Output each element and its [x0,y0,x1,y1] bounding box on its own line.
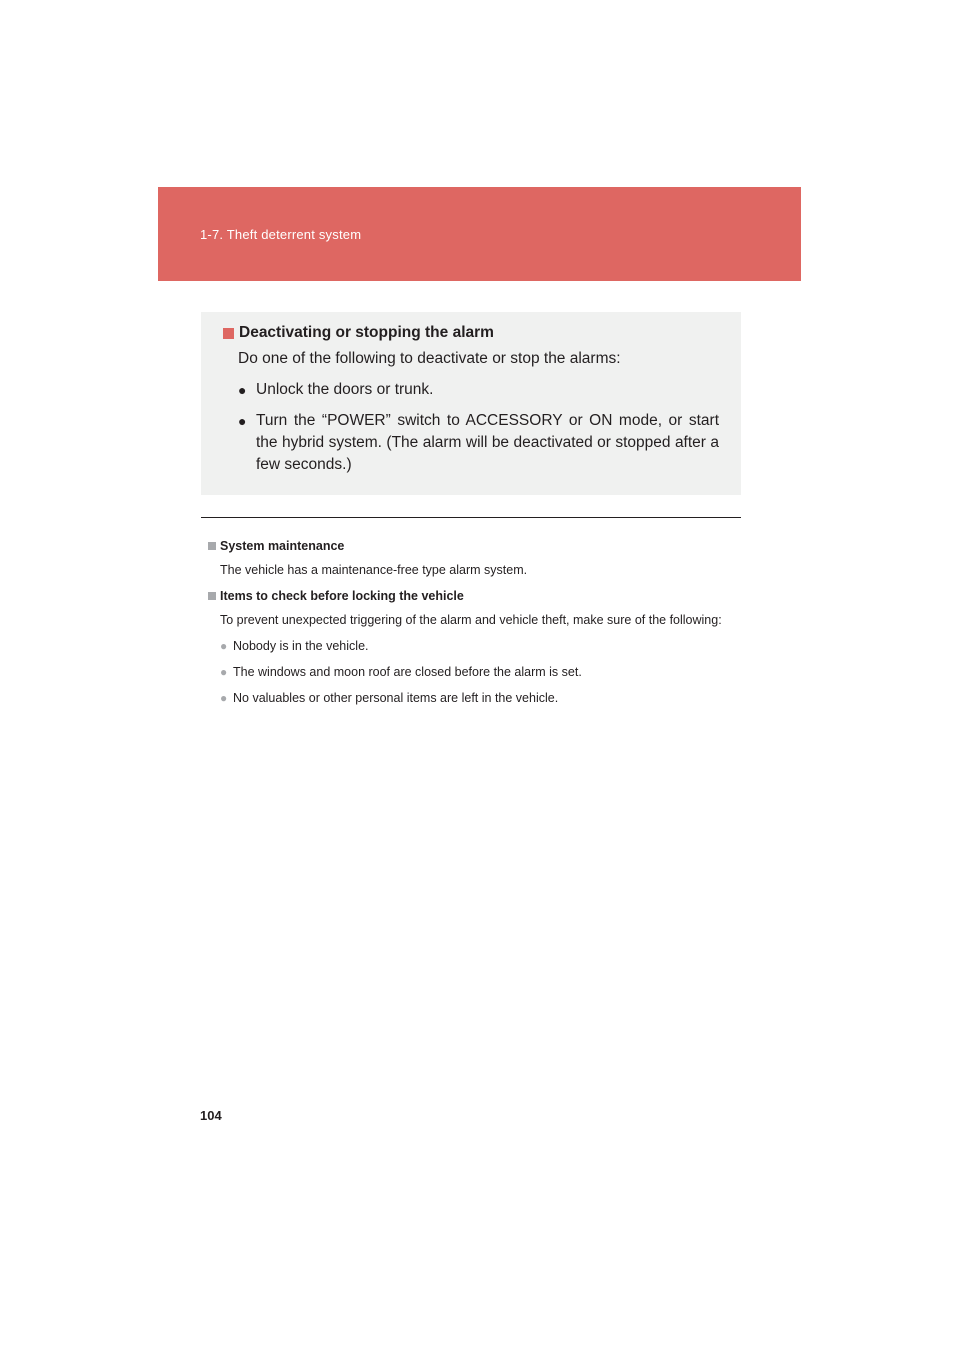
note-heading-check [208,587,738,605]
bullet-dot-icon: ● [220,639,228,653]
note-bullet-item [220,689,738,707]
box-heading [223,322,719,344]
box-intro: Do one of the following to deactivate or stop the alarms: [238,350,621,367]
note-heading-text: System maintenance [220,539,345,553]
square-bullet-icon [223,328,234,339]
note-bullet-item [220,637,738,655]
square-bullet-icon [208,592,216,600]
note-body-maintenance: The vehicle has a maintenance-free type alarm system. [220,563,528,577]
note-heading-maintenance [208,537,738,555]
note-bullet-text: The windows and moon roof are closed before the alarm is set. [233,665,582,679]
note-body-check: To prevent unexpected triggering of the alarm and vehicle theft, make sure of the following: [220,613,722,627]
bullet-dot-icon: ● [220,691,228,705]
bullet-dot-icon: ● [238,382,247,398]
section-header-band [158,187,801,281]
box-bullet-text: Turn the “POWER” switch to ACCESSORY or ON mode, or start the hybrid system. (The alarm will be deactivated or stopped after a few seconds.) [256,412,719,473]
bullet-dot-icon: ● [238,413,247,429]
box-bullet-item [238,379,719,401]
section-divider [201,517,741,518]
bullet-dot-icon: ● [220,665,228,679]
box-heading-text: Deactivating or stopping the alarm [239,324,494,341]
page-number: 104 [200,1108,222,1123]
info-box [201,312,741,495]
note-heading-text: Items to check before locking the vehicle [220,589,464,603]
section-title: 1-7. Theft deterrent system [200,227,362,242]
note-bullet-text: Nobody is in the vehicle. [233,639,369,653]
box-bullet-item [238,410,719,476]
box-bullet-text: Unlock the doors or trunk. [256,381,434,398]
note-bullet-text: No valuables or other personal items are left in the vehicle. [233,691,559,705]
square-bullet-icon [208,542,216,550]
notes-section [208,537,738,707]
note-bullet-item [220,663,738,681]
